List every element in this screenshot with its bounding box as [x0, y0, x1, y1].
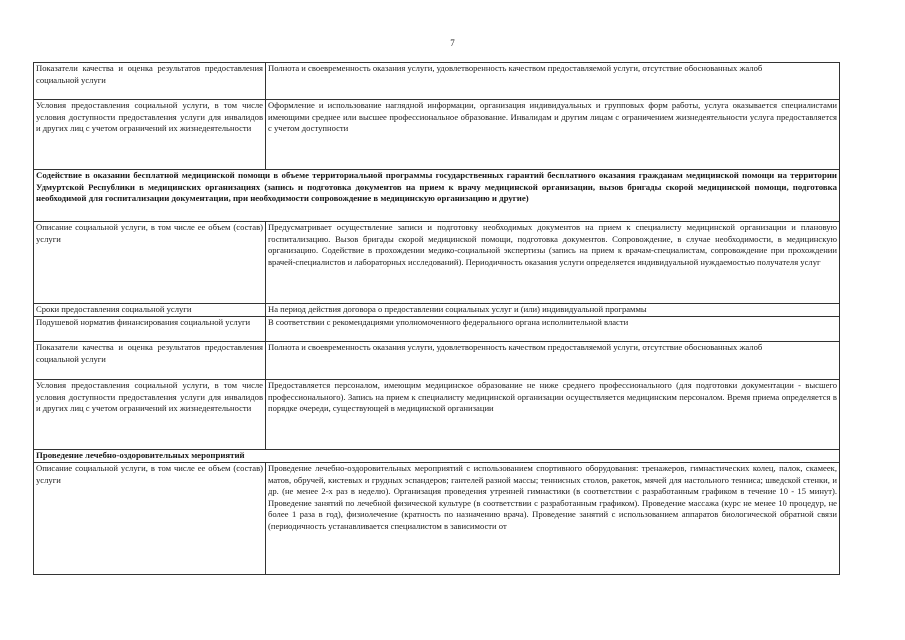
table-row [34, 342, 840, 380]
section-heading: Проведение лечебно-оздоровительных мероприятий [34, 450, 840, 463]
table-row [34, 63, 840, 100]
row-value: Полнота и своевременность оказания услуги, удовлетворенность качеством предоставляемой услуги, отсутствие обоснованных жалоб [266, 342, 840, 380]
table-row [34, 317, 840, 342]
row-value: Предоставляется персоналом, имеющим медицинское образование не ниже среднего профессионального (для подготовки документации - высшего профессионального). Запись на прием к специалисту медицинской организации осуществляется медицинским персоналом. Время приема определяется в порядке очереди, существующей в медицинской организации [266, 380, 840, 450]
row-label: Описание социальной услуги, в том числе ее объем (состав) услуги [34, 222, 266, 304]
page-number: 7 [450, 38, 455, 48]
row-label: Подушевой норматив финансирования социальной услуги [34, 317, 266, 342]
row-label: Условия предоставления социальной услуги, в том числе условия доступности предоставления услуги для инвалидов и других лиц с учетом ограничений их жизнедеятельности [34, 380, 266, 450]
table-row [34, 100, 840, 170]
row-label: Сроки предоставления социальной услуги [34, 304, 266, 317]
row-label: Условия предоставления социальной услуги, в том числе условия доступности предоставления услуги для инвалидов и других лиц с учетом ограничений их жизнедеятельности [34, 100, 266, 170]
row-label: Описание социальной услуги, в том числе ее объем (состав) услуги [34, 463, 266, 575]
row-value: Оформление и использование наглядной информации, организация индивидуальных и групповых форм работы, услуга оказывается специалистами имеющими среднее или высшее профессиональное образование. Инвалидам и другим лицам с ограничением жизнедеятельности услуга предоставляется с учетом доступности [266, 100, 840, 170]
table-row [34, 222, 840, 304]
section-heading: Содействие в оказании бесплатной медицинской помощи в объеме территориальной программы государственных гарантий бесплатного оказания гражданам медицинской помощи на территории Удмуртской Республики в медицинских организациях (запись и подготовка документов на прием к врачу медицинской организации, вызов бригады скорой медицинской помощи, подготовка необходимой для госпитализации документации, при необходимости сопровождение в медицинскую организацию и другие) [34, 170, 840, 222]
section-row [34, 170, 840, 222]
row-value: Предусматривает осуществление записи и подготовку необходимых документов на прием к специалисту медицинской организации и плановую госпитализацию. Вызов бригады скорой медицинской помощи, подготовка документов. Сопровождение, в случае необходимости, в медицинскую организацию. Содействие в прохождении медико-социальной экспертизы (запись на прием к врачам-специалистам, сопровождение при прохождении врачей-специалистов и лабораторных исследований). Периодичность оказания услуги определяется индивидуальной нуждаемостью получателя услуг [266, 222, 840, 304]
row-value: Проведение лечебно-оздоровительных мероприятий с использованием спортивного оборудования: тренажеров, гимнастических колец, палок, скамеек, матов, обручей, кистевых и грудных эспандеров; гантелей разной массы; теннисных столов, ракеток, мячей для настольного тенниса; шведской стенки, и др. (не менее 2-х раз в неделю). Организация проведения утренней гимнастики (в соответствии с разработанным графиком в течение 10 - 15 минут). Проведение занятий по лечебной физической культуре (в соответствии с разработанным графиком). Проведение массажа (курс не менее 10 процедур, не более 1 раза в год), физиолечение (кратность по назначению врача). Проведение занятий с использованием аппаратов биологической обратной связи (периодичность устанавливается специалистом в зависимости от [266, 463, 840, 575]
row-value: На период действия договора о предоставлении социальных услуг и (или) индивидуальной программы [266, 304, 840, 317]
services-table [33, 62, 840, 575]
row-label: Показатели качества и оценка результатов предоставления социальной услуги [34, 342, 266, 380]
section-row [34, 450, 840, 463]
row-value: Полнота и своевременность оказания услуги, удовлетворенность качеством предоставляемой услуги, отсутствие обоснованных жалоб [266, 63, 840, 100]
table-row [34, 463, 840, 575]
row-value: В соответствии с рекомендациями уполномоченного федерального органа исполнительной власти [266, 317, 840, 342]
row-label: Показатели качества и оценка результатов предоставления социальной услуги [34, 63, 266, 100]
table-row [34, 304, 840, 317]
table-row [34, 380, 840, 450]
